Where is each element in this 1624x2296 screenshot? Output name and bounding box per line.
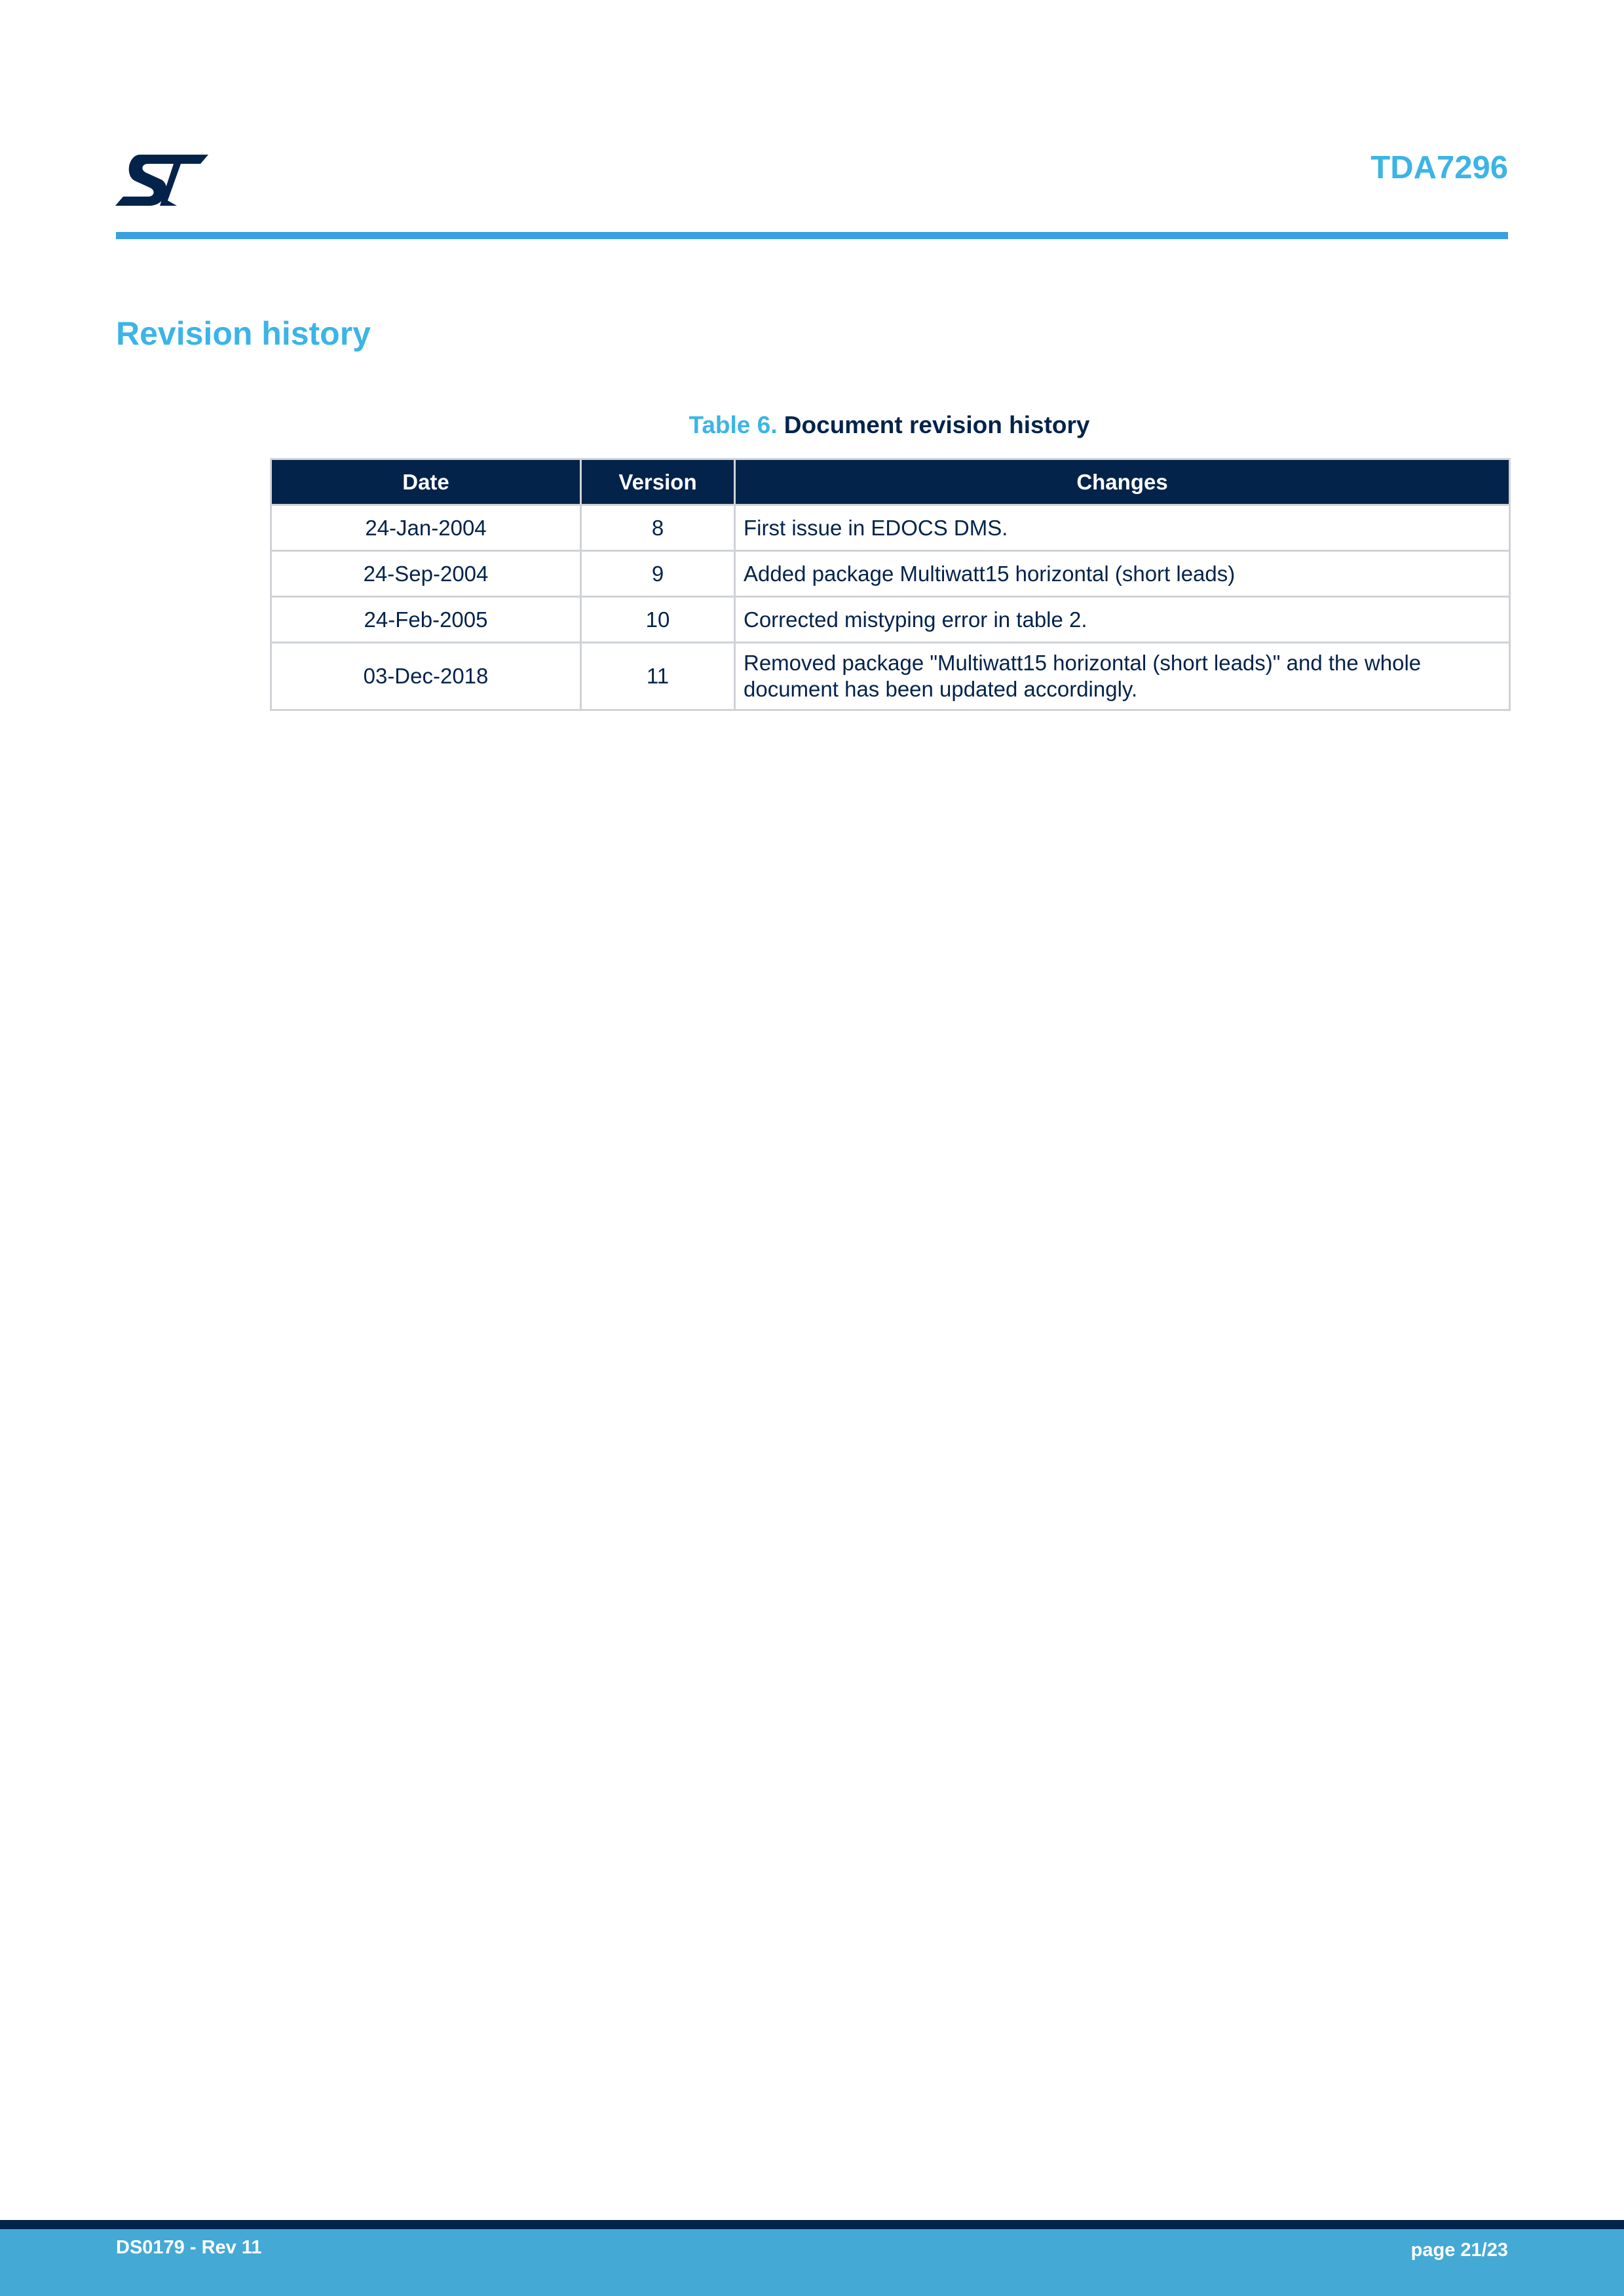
cell-changes: Added package Multiwatt15 horizontal (short leads)	[735, 551, 1510, 597]
table-row	[271, 551, 1510, 597]
column-header-version: Version	[581, 459, 735, 505]
table-caption-label: Table 6.	[689, 411, 778, 438]
table-caption	[271, 411, 1508, 439]
section-title: Revision history	[116, 315, 371, 352]
st-logo	[115, 155, 208, 206]
cell-date: 24-Sep-2004	[271, 551, 581, 597]
cell-changes: Removed package "Multiwatt15 horizontal (short leads)" and the whole document has been updated accordingly.	[735, 643, 1510, 710]
cell-changes: Corrected mistyping error in table 2.	[735, 597, 1510, 643]
footer-page-number: page 21/23	[1410, 2240, 1508, 2261]
column-header-date: Date	[271, 459, 581, 505]
cell-version: 8	[581, 505, 735, 551]
table-header-row	[271, 459, 1510, 505]
table-row	[271, 597, 1510, 643]
document-name: TDA7296	[1370, 150, 1508, 185]
cell-changes: First issue in EDOCS DMS.	[735, 505, 1510, 551]
header-rule	[116, 232, 1508, 239]
table-row	[271, 643, 1510, 710]
cell-version: 9	[581, 551, 735, 597]
revision-history-table	[270, 458, 1511, 711]
footer-strip	[0, 2220, 1624, 2229]
column-header-changes: Changes	[735, 459, 1510, 505]
table-caption-title: Document revision history	[784, 411, 1090, 438]
cell-date: 03-Dec-2018	[271, 643, 581, 710]
footer-document-id: DS0179 - Rev 11	[116, 2237, 262, 2258]
cell-version: 11	[581, 643, 735, 710]
cell-version: 10	[581, 597, 735, 643]
table-row	[271, 505, 1510, 551]
cell-date: 24-Feb-2005	[271, 597, 581, 643]
cell-date: 24-Jan-2004	[271, 505, 581, 551]
